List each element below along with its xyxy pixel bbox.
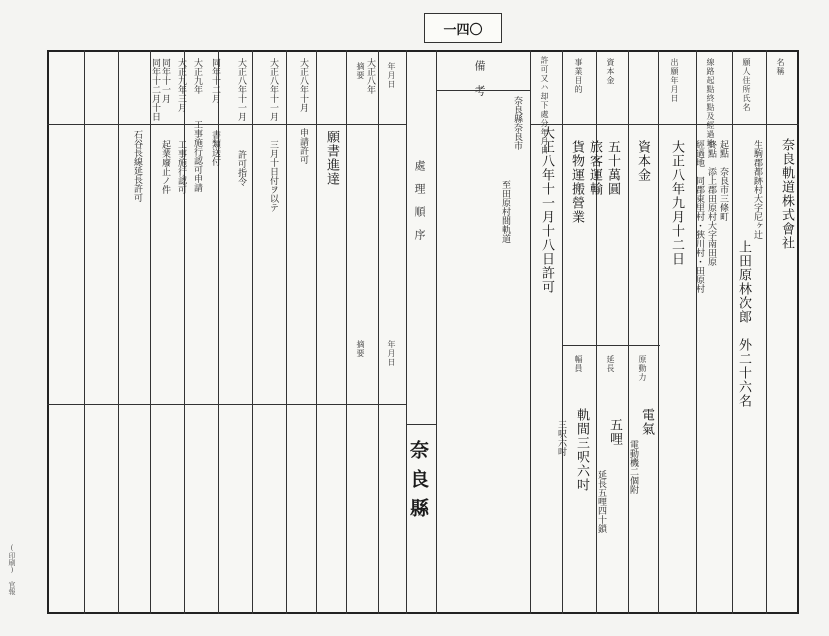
record-table: [47, 50, 799, 614]
entry-route-end: 終點 添上郡田原村大字南田原: [706, 140, 716, 266]
header-applicant: 願人住所氏名: [742, 58, 751, 112]
process-row-summary: 三月十日付ヲ以テ: [268, 140, 278, 212]
print-footer: (印刷) 官報: [8, 544, 16, 595]
process-row-summary: 許可指令: [236, 150, 246, 186]
entry-notes-2: 至田原村間軌道: [500, 180, 510, 243]
column-rule: [732, 50, 733, 614]
row-rule: [562, 345, 660, 346]
entry-purpose-1: 旅客運輸: [587, 140, 602, 196]
process-row-summary: 願書進達: [324, 130, 339, 186]
column-rule: [628, 50, 629, 614]
entry-applicant-names: 上田原林次郎 外二十六名: [736, 240, 751, 408]
header-proc-summary: 摘要: [356, 62, 365, 80]
process-row-date: 大正八年十月: [298, 58, 308, 112]
column-rule: [530, 50, 531, 614]
header-proc-summary-2: 摘要: [356, 340, 365, 358]
process-row-date: 大正九年三月: [176, 58, 186, 112]
column-rule: [436, 50, 437, 614]
header-route: 線路起點終點及經過地: [706, 58, 715, 148]
column-rule: [150, 50, 151, 614]
row-rule: [47, 404, 406, 405]
header-rule: [530, 124, 799, 125]
header-rule: [47, 124, 406, 125]
column-rule: [406, 50, 407, 614]
entry-power: 電氣: [639, 408, 654, 436]
column-rule: [696, 50, 697, 614]
header-length: 延長: [606, 355, 615, 373]
header-purpose: 事業目的: [574, 58, 583, 94]
entry-company-name: 奈良軌道株式會社: [779, 138, 794, 250]
entry-length: 五哩: [607, 418, 622, 446]
prefecture-label: 奈良縣: [407, 440, 429, 527]
process-row-summary: 起業廢止ノ件: [160, 140, 170, 194]
header-name: 名稱: [776, 58, 785, 76]
entry-capital-label: 資本金: [635, 140, 650, 182]
process-row-date: 大正八年: [365, 58, 375, 94]
process-row-date: 同年十二月: [210, 58, 220, 103]
entry-power-sub: 電動機二個附: [628, 440, 638, 494]
entry-gauge: 軌間三呎六吋: [574, 408, 589, 492]
column-rule: [252, 50, 253, 614]
process-row-summary: 申請許可: [298, 128, 308, 164]
column-rule: [658, 50, 659, 614]
header-permit-date: 許可又ハ却下處分年月日: [540, 56, 549, 155]
page-number-tag: 一四〇: [424, 13, 502, 43]
column-rule: [184, 50, 185, 614]
entry-permit-date: 大正八年十一月十八日許可: [539, 126, 554, 294]
process-row-summary: 工事施行認可: [176, 140, 186, 194]
entry-purpose-2: 貨物運搬營業: [569, 140, 584, 224]
column-rule: [118, 50, 119, 614]
header-notes: 備考: [473, 60, 486, 110]
header-capital: 資本金: [606, 58, 615, 85]
row-rule: [406, 424, 436, 425]
process-row-date: 大正八年十一月: [236, 58, 246, 121]
column-rule: [286, 50, 287, 614]
entry-route-start: 起點 奈良市三條町: [718, 140, 728, 221]
process-row-date: 大正八年十一月: [268, 58, 278, 121]
column-rule: [316, 50, 317, 614]
process-row-date: 同年十一月: [160, 58, 170, 103]
column-rule: [766, 50, 767, 614]
entry-applicant-address: 生駒郡都跡村大字尼ヶ辻: [752, 140, 762, 239]
header-proc-date: 年月日: [387, 62, 396, 89]
entry-notes-1: 奈良縣奈良市: [512, 96, 522, 150]
column-rule: [346, 50, 347, 614]
header-proc-date-2: 年月日: [387, 340, 396, 367]
header-gauge: 幅員: [574, 355, 583, 373]
entry-capital-value: 五十萬圓: [605, 140, 620, 196]
process-row-date: 同年十二月十日: [150, 58, 160, 121]
process-row-summary: 石谷長線延長許可: [132, 130, 142, 202]
process-row-date: 大正九年: [192, 58, 202, 94]
header-power: 原動力: [638, 355, 647, 382]
header-process-order: 處理順序: [413, 160, 426, 252]
column-rule: [378, 50, 379, 614]
process-row-summary: 書類送付: [210, 130, 220, 166]
entry-route-via: 經過地 同郡東里村・狹川村・田原村: [694, 140, 704, 293]
column-rule: [84, 50, 85, 614]
entry-filing-date: 大正八年九月十二日: [669, 140, 684, 266]
column-rule: [562, 50, 563, 614]
process-row-summary: 工事施行認可申請: [192, 120, 202, 192]
header-filing-date: 出願年月日: [670, 58, 679, 103]
entry-gauge-sub: 三呎六吋: [556, 420, 566, 456]
entry-length-sub: 延長五哩四十鎖: [596, 470, 606, 533]
